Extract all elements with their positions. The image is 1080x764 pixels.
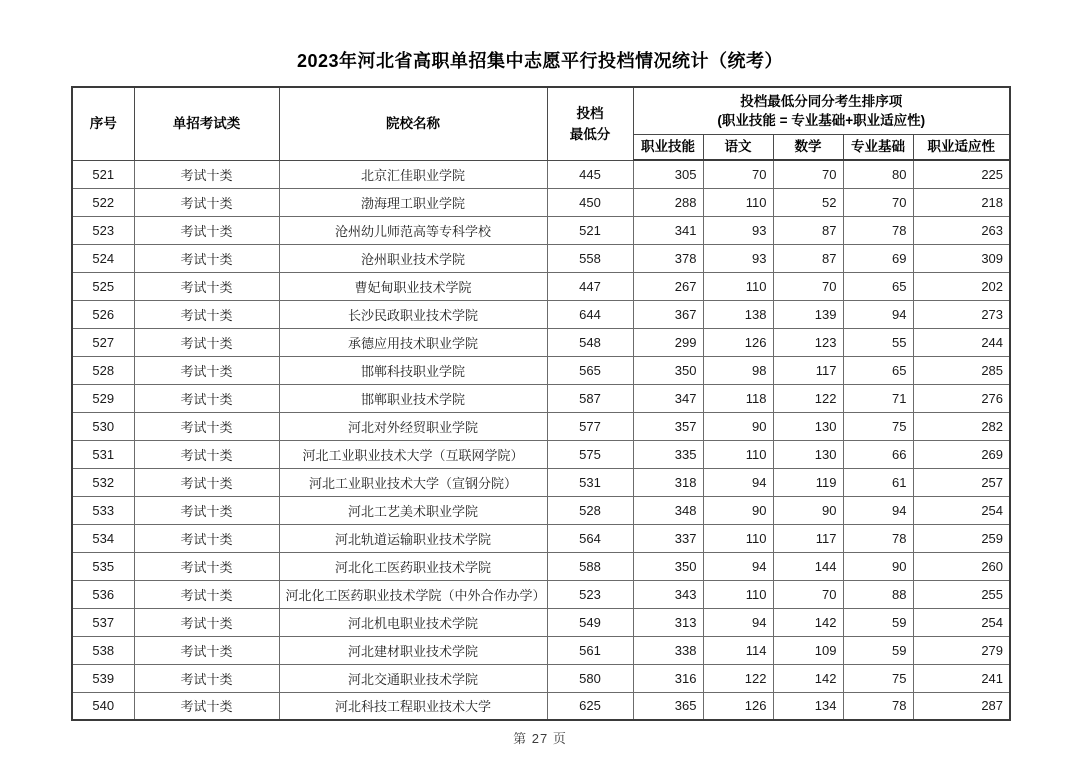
cell-math: 142 [773,608,843,636]
cell-math: 70 [773,160,843,188]
cell-math: 70 [773,272,843,300]
cell-vocational-aptitude: 263 [913,216,1010,244]
cell-index: 539 [72,664,134,692]
cell-math: 123 [773,328,843,356]
cell-index: 521 [72,160,134,188]
table-row [72,552,1010,580]
cell-vocational-aptitude: 218 [913,188,1010,216]
column-header-min-score [547,87,633,160]
cell-vocational-skill: 343 [633,580,703,608]
cell-index: 527 [72,328,134,356]
column-header-min-score-line1: 投档 [576,105,604,121]
cell-category: 考试十类 [134,272,279,300]
cell-major-basic: 78 [843,216,913,244]
cell-school: 河北科技工程职业技术大学 [279,692,547,720]
cell-index: 532 [72,468,134,496]
cell-category: 考试十类 [134,244,279,272]
cell-min-score: 588 [547,552,633,580]
cell-school: 河北工艺美术职业学院 [279,496,547,524]
table-row [72,468,1010,496]
group-header-line1: 投档最低分同分考生排序项 [740,93,903,109]
cell-category: 考试十类 [134,496,279,524]
cell-major-basic: 94 [843,300,913,328]
table-row [72,664,1010,692]
column-header-math: 数学 [773,134,843,160]
cell-vocational-skill: 318 [633,468,703,496]
cell-major-basic: 59 [843,636,913,664]
cell-vocational-aptitude: 241 [913,664,1010,692]
cell-math: 117 [773,524,843,552]
cell-category: 考试十类 [134,188,279,216]
cell-vocational-aptitude: 225 [913,160,1010,188]
cell-major-basic: 75 [843,412,913,440]
cell-chinese: 94 [703,608,773,636]
table-row [72,524,1010,552]
cell-vocational-aptitude: 254 [913,496,1010,524]
table-row [72,272,1010,300]
column-header-min-score-line2: 最低分 [569,126,611,142]
cell-vocational-skill: 335 [633,440,703,468]
cell-major-basic: 71 [843,384,913,412]
column-header-major-basic: 专业基础 [843,134,913,160]
cell-school: 承德应用技术职业学院 [279,328,547,356]
cell-index: 534 [72,524,134,552]
cell-school: 邯郸科技职业学院 [279,356,547,384]
cell-vocational-aptitude: 254 [913,608,1010,636]
cell-index: 538 [72,636,134,664]
cell-chinese: 90 [703,496,773,524]
cell-min-score: 580 [547,664,633,692]
cell-chinese: 118 [703,384,773,412]
cell-major-basic: 66 [843,440,913,468]
cell-major-basic: 70 [843,188,913,216]
table-row [72,188,1010,216]
cell-index: 536 [72,580,134,608]
cell-category: 考试十类 [134,300,279,328]
table-row [72,636,1010,664]
cell-category: 考试十类 [134,412,279,440]
cell-category: 考试十类 [134,692,279,720]
cell-category: 考试十类 [134,636,279,664]
cell-index: 530 [72,412,134,440]
page-title: 2023年河北省高职单招集中志愿平行投档情况统计（统考） [296,51,784,71]
cell-category: 考试十类 [134,440,279,468]
column-header-vocational-skill: 职业技能 [633,134,703,160]
cell-vocational-aptitude: 260 [913,552,1010,580]
table-header-row-top [72,87,1010,134]
cell-chinese: 94 [703,552,773,580]
cell-index: 531 [72,440,134,468]
cell-math: 130 [773,440,843,468]
cell-chinese: 110 [703,440,773,468]
cell-vocational-aptitude: 279 [913,636,1010,664]
cell-vocational-skill: 365 [633,692,703,720]
cell-vocational-skill: 305 [633,160,703,188]
cell-vocational-skill: 316 [633,664,703,692]
column-header-category: 单招考试类 [134,87,279,160]
cell-school: 河北化工医药职业技术学院（中外合作办学） [279,580,547,608]
column-header-school: 院校名称 [279,87,547,160]
table-row [72,328,1010,356]
cell-math: 139 [773,300,843,328]
cell-vocational-aptitude: 202 [913,272,1010,300]
cell-chinese: 70 [703,160,773,188]
cell-index: 533 [72,496,134,524]
cell-major-basic: 65 [843,272,913,300]
column-header-vocational-aptitude: 职业适应性 [913,134,1010,160]
cell-index: 537 [72,608,134,636]
cell-math: 90 [773,496,843,524]
cell-school: 河北建材职业技术学院 [279,636,547,664]
cell-math: 52 [773,188,843,216]
cell-category: 考试十类 [134,524,279,552]
cell-math: 122 [773,384,843,412]
table-head [72,87,1010,160]
cell-index: 523 [72,216,134,244]
table-body [72,160,1010,720]
cell-min-score: 644 [547,300,633,328]
cell-min-score: 447 [547,272,633,300]
cell-chinese: 94 [703,468,773,496]
cell-vocational-aptitude: 255 [913,580,1010,608]
cell-school: 沧州职业技术学院 [279,244,547,272]
cell-category: 考试十类 [134,328,279,356]
cell-category: 考试十类 [134,384,279,412]
cell-school: 渤海理工职业学院 [279,188,547,216]
cell-vocational-aptitude: 282 [913,412,1010,440]
cell-chinese: 138 [703,300,773,328]
cell-index: 524 [72,244,134,272]
cell-school: 长沙民政职业技术学院 [279,300,547,328]
table-row [72,160,1010,188]
cell-min-score: 577 [547,412,633,440]
cell-math: 130 [773,412,843,440]
cell-vocational-skill: 267 [633,272,703,300]
cell-math: 119 [773,468,843,496]
cell-index: 522 [72,188,134,216]
cell-category: 考试十类 [134,664,279,692]
cell-school: 北京汇佳职业学院 [279,160,547,188]
table-row [72,580,1010,608]
cell-vocational-skill: 337 [633,524,703,552]
cell-school: 邯郸职业技术学院 [279,384,547,412]
cell-vocational-skill: 338 [633,636,703,664]
cell-major-basic: 94 [843,496,913,524]
cell-min-score: 587 [547,384,633,412]
cell-vocational-skill: 367 [633,300,703,328]
cell-index: 526 [72,300,134,328]
cell-min-score: 521 [547,216,633,244]
cell-chinese: 93 [703,216,773,244]
cell-school: 曹妃甸职业技术学院 [279,272,547,300]
table-row [72,356,1010,384]
cell-min-score: 548 [547,328,633,356]
cell-school: 河北化工医药职业技术学院 [279,552,547,580]
page-footer: 第 27 页 [513,731,567,746]
cell-category: 考试十类 [134,608,279,636]
cell-school: 河北交通职业技术学院 [279,664,547,692]
cell-major-basic: 78 [843,692,913,720]
column-header-index: 序号 [72,87,134,160]
table-row [72,216,1010,244]
cell-math: 134 [773,692,843,720]
cell-category: 考试十类 [134,356,279,384]
cell-category: 考试十类 [134,468,279,496]
cell-major-basic: 65 [843,356,913,384]
cell-vocational-aptitude: 273 [913,300,1010,328]
cell-min-score: 561 [547,636,633,664]
cell-math: 87 [773,244,843,272]
table-row [72,300,1010,328]
cell-vocational-aptitude: 276 [913,384,1010,412]
table-row [72,692,1010,720]
table-row [72,440,1010,468]
group-header-line2: (职业技能 = 专业基础+职业适应性) [717,112,926,128]
cell-chinese: 126 [703,692,773,720]
cell-school: 河北工业职业技术大学（宣钢分院） [279,468,547,496]
cell-vocational-skill: 348 [633,496,703,524]
cell-category: 考试十类 [134,552,279,580]
cell-chinese: 90 [703,412,773,440]
cell-min-score: 445 [547,160,633,188]
cell-major-basic: 75 [843,664,913,692]
cell-chinese: 110 [703,272,773,300]
cell-vocational-skill: 313 [633,608,703,636]
table-row [72,412,1010,440]
cell-school: 河北轨道运输职业技术学院 [279,524,547,552]
table-row [72,608,1010,636]
cell-vocational-aptitude: 244 [913,328,1010,356]
cell-vocational-skill: 288 [633,188,703,216]
cell-vocational-skill: 299 [633,328,703,356]
cell-vocational-skill: 347 [633,384,703,412]
cell-major-basic: 55 [843,328,913,356]
cell-index: 535 [72,552,134,580]
cell-chinese: 98 [703,356,773,384]
cell-major-basic: 88 [843,580,913,608]
cell-vocational-aptitude: 269 [913,440,1010,468]
cell-chinese: 110 [703,188,773,216]
cell-chinese: 122 [703,664,773,692]
cell-chinese: 93 [703,244,773,272]
cell-math: 117 [773,356,843,384]
cell-math: 142 [773,664,843,692]
cell-school: 河北对外经贸职业学院 [279,412,547,440]
cell-min-score: 549 [547,608,633,636]
cell-vocational-skill: 378 [633,244,703,272]
cell-math: 144 [773,552,843,580]
cell-category: 考试十类 [134,580,279,608]
cell-chinese: 110 [703,524,773,552]
cell-category: 考试十类 [134,160,279,188]
column-header-group-tiebreak [633,87,1010,134]
cell-vocational-aptitude: 285 [913,356,1010,384]
cell-vocational-skill: 341 [633,216,703,244]
cell-chinese: 126 [703,328,773,356]
cell-school: 河北机电职业技术学院 [279,608,547,636]
cell-vocational-aptitude: 309 [913,244,1010,272]
cell-chinese: 114 [703,636,773,664]
cell-vocational-skill: 350 [633,356,703,384]
cell-min-score: 450 [547,188,633,216]
cell-min-score: 565 [547,356,633,384]
cell-major-basic: 61 [843,468,913,496]
cell-index: 529 [72,384,134,412]
cell-math: 70 [773,580,843,608]
cell-vocational-aptitude: 257 [913,468,1010,496]
table-row [72,244,1010,272]
cell-min-score: 564 [547,524,633,552]
cell-major-basic: 90 [843,552,913,580]
statistics-table-container [71,86,1009,721]
cell-major-basic: 78 [843,524,913,552]
cell-vocational-aptitude: 259 [913,524,1010,552]
cell-math: 87 [773,216,843,244]
cell-school: 河北工业职业技术大学（互联网学院） [279,440,547,468]
cell-school: 沧州幼儿师范高等专科学校 [279,216,547,244]
table-row [72,496,1010,524]
table-row [72,384,1010,412]
cell-index: 525 [72,272,134,300]
cell-major-basic: 80 [843,160,913,188]
cell-vocational-aptitude: 287 [913,692,1010,720]
cell-min-score: 575 [547,440,633,468]
cell-min-score: 558 [547,244,633,272]
statistics-table [71,86,1011,721]
cell-major-basic: 59 [843,608,913,636]
cell-min-score: 523 [547,580,633,608]
column-header-chinese: 语文 [703,134,773,160]
cell-category: 考试十类 [134,216,279,244]
cell-vocational-skill: 357 [633,412,703,440]
cell-min-score: 625 [547,692,633,720]
cell-min-score: 531 [547,468,633,496]
cell-chinese: 110 [703,580,773,608]
cell-min-score: 528 [547,496,633,524]
cell-major-basic: 69 [843,244,913,272]
cell-math: 109 [773,636,843,664]
cell-index: 540 [72,692,134,720]
cell-vocational-skill: 350 [633,552,703,580]
cell-index: 528 [72,356,134,384]
